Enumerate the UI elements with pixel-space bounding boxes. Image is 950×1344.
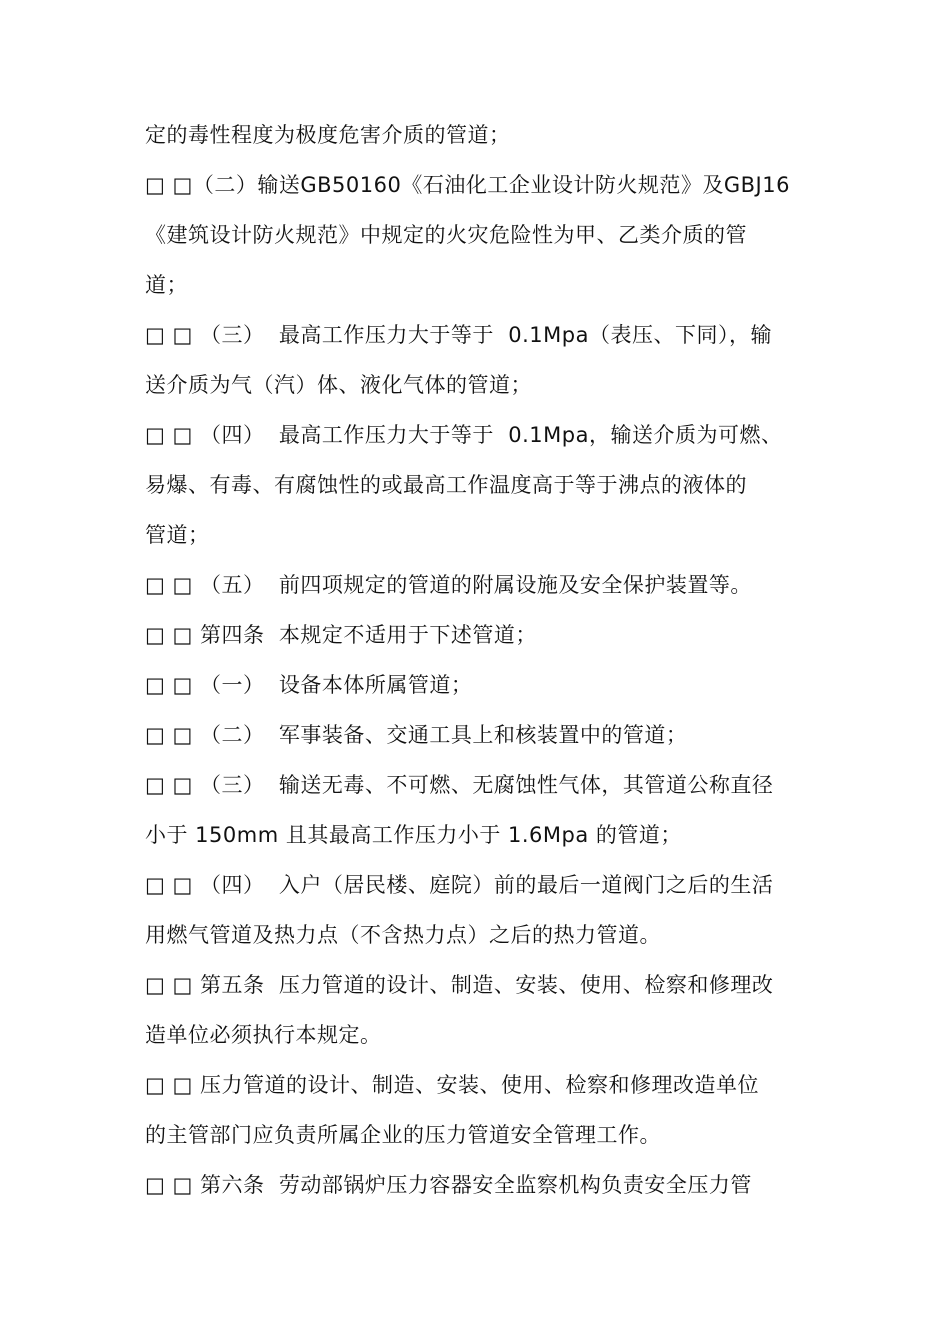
text-line: 定的毒性程度为极度危害介质的管道；: [145, 123, 511, 147]
text-line: 易爆、有毒、有腐蚀性的或最高工作温度高于等于沸点的液体的: [145, 473, 747, 497]
text-line: □ □（二）输送GB50160《石油化工企业设计防火规范》及GBJ16: [145, 173, 790, 197]
text-line: □ □ （五） 前四项规定的管道的附属设施及安全保护装置等。: [145, 573, 752, 597]
text-line: 小于 150mm 且其最高工作压力小于 1.6Mpa 的管道；: [145, 823, 682, 847]
text-line: 《建筑设计防火规范》中规定的火灾危险性为甲、乙类介质的管: [145, 223, 747, 247]
text-line: □ □ 压力管道的设计、制造、安装、使用、检察和修理改造单位: [145, 1073, 760, 1097]
text-line: □ □ （三） 最高工作压力大于等于 0.1Mpa（表压、下同），输: [145, 323, 772, 347]
text-line: 道；: [145, 273, 188, 297]
text-line: □ □ 第四条 本规定不适用于下述管道；: [145, 623, 537, 647]
text-line: □ □ （一） 设备本体所属管道；: [145, 673, 473, 697]
text-line: 送介质为气（汽）体、液化气体的管道；: [145, 373, 532, 397]
text-line: 造单位必须执行本规定。: [145, 1023, 382, 1047]
text-line: 用燃气管道及热力点（不含热力点）之后的热力管道。: [145, 923, 661, 947]
text-line: □ □ 第五条 压力管道的设计、制造、安装、使用、检察和修理改: [145, 973, 774, 997]
text-line: □ □ （四） 入户（居民楼、庭院）前的最后一道阀门之后的生活: [145, 873, 774, 897]
text-line: □ □ 第六条 劳动部锅炉压力容器安全监察机构负责安全压力管: [145, 1173, 752, 1197]
text-line: 的主管部门应负责所属企业的压力管道安全管理工作。: [145, 1123, 661, 1147]
text-line: □ □ （四） 最高工作压力大于等于 0.1Mpa，输送介质为可燃、: [145, 423, 783, 447]
text-line: □ □ （三） 输送无毒、不可燃、无腐蚀性气体，其管道公称直径: [145, 773, 774, 797]
text-line: □ □ （二） 军事装备、交通工具上和核装置中的管道；: [145, 723, 688, 747]
text-line: 管道；: [145, 523, 210, 547]
